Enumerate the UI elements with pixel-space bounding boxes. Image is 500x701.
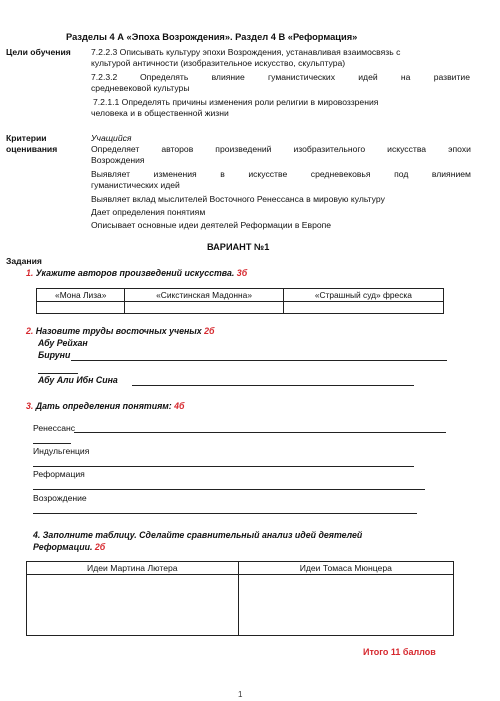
criterion-1-word: изобразительного	[293, 144, 366, 154]
answer-line[interactable]	[38, 373, 78, 374]
answer-line[interactable]	[33, 489, 425, 490]
total-score: Итого 11 баллов	[363, 647, 436, 657]
scholar-name: Абу Рейхан	[38, 338, 88, 348]
criterion-1-word: искусства	[387, 144, 427, 154]
author-answer-cell[interactable]	[283, 302, 443, 314]
criterion-1-word: эпохи	[448, 144, 471, 154]
answer-line[interactable]	[71, 360, 447, 361]
task-2-number: 2.	[26, 326, 34, 336]
scholar-name: Абу Али Ибн Сина	[38, 375, 118, 385]
goal-2-word: развитие	[433, 72, 470, 82]
task-1-points: 3б	[236, 268, 248, 278]
criterion-5: Описывает основные идеи деятелей Реформации в Европе	[91, 220, 332, 230]
criterion-1-word: произведений	[215, 144, 272, 154]
table-row	[27, 575, 454, 636]
answer-line[interactable]	[74, 432, 446, 433]
table-row	[37, 302, 444, 314]
criteria-label-line-1: Критерии	[6, 133, 47, 143]
criterion-2-word: влиянием	[431, 169, 471, 179]
term-label: Возрождение	[33, 493, 87, 503]
artworks-table	[36, 288, 444, 314]
column-header: Идеи Мартина Лютера	[27, 562, 239, 575]
criterion-2-word: искусстве	[248, 169, 288, 179]
criteria-subtitle: Учащийся	[91, 133, 132, 143]
task-1-heading	[26, 268, 247, 278]
criterion-3: Выявляет вклад мыслителей Восточного Ренессанса в мировую культуру	[91, 194, 385, 204]
table-row	[37, 289, 444, 302]
answer-line[interactable]	[132, 385, 414, 386]
goal-2-line-1	[140, 72, 470, 82]
criterion-2-line-2: гуманистических идей	[91, 180, 180, 190]
column-header: Идеи Томаса Мюнцера	[238, 562, 453, 575]
goal-2-word: на	[400, 72, 411, 82]
criterion-4: Дает определения понятиям	[91, 207, 206, 217]
term-label: Индульгенция	[33, 446, 90, 456]
goals-label: Цели обучения	[6, 47, 71, 57]
task-2-heading	[26, 326, 215, 336]
task-2-text: Назовите труды восточных ученых	[35, 326, 202, 336]
task-1-number: 1.	[26, 268, 34, 278]
term-label: Ренессанс	[33, 423, 76, 433]
criteria-label-line-2: оценивания	[6, 144, 58, 154]
criterion-1-word: Определяет	[91, 144, 140, 154]
criterion-2-word: в	[220, 169, 225, 179]
task-3-points: 4б	[174, 401, 185, 411]
artwork-cell: «Сикстинская Мадонна»	[125, 289, 283, 302]
goal-3-line-1: 7.2.1.1 Определять причины изменения роли религии в мировоззрения	[93, 97, 379, 107]
goal-1-line-2: культурой античности (изобразительное искусство, скульптура)	[91, 58, 346, 68]
author-answer-cell[interactable]	[37, 302, 125, 314]
criterion-2-word: изменения	[153, 169, 197, 179]
task-3-number: 3.	[26, 401, 34, 411]
criterion-1-line-2: Возрождения	[91, 155, 145, 165]
answer-line[interactable]	[33, 443, 71, 444]
scholar-name: Бируни	[38, 350, 71, 360]
criterion-1-line-1	[91, 144, 471, 154]
answer-cell[interactable]	[27, 575, 239, 636]
artwork-cell: «Страшный суд» фреска	[283, 289, 443, 302]
author-answer-cell[interactable]	[125, 302, 283, 314]
goal-2-line-2: средневековой культуры	[91, 83, 190, 93]
task-4-text-line-2	[33, 542, 105, 552]
answer-cell[interactable]	[238, 575, 453, 636]
goal-2-word: гуманистических	[267, 72, 335, 82]
goal-2-word: идей	[358, 72, 378, 82]
task-1-text: Укажите авторов произведений искусства.	[35, 268, 235, 278]
goal-2-word: Определять	[140, 72, 189, 82]
page-title: Разделы 4 А «Эпоха Возрождения». Раздел 4 В «Реформация»	[66, 32, 358, 42]
goal-2-number: 7.2.3.2	[91, 72, 118, 82]
variant-heading: ВАРИАНТ №1	[207, 242, 270, 252]
criterion-2-word: Выявляет	[91, 169, 131, 179]
criterion-2-line-1	[91, 169, 471, 179]
goal-1-line-1: 7.2.2.3 Описывать культуру эпохи Возрождения, устанавливая взаимосвязь с	[91, 47, 401, 57]
tasks-label: Задания	[6, 256, 42, 266]
task-2-points: 2б	[204, 326, 215, 336]
task-4-text-line-1: 4. Заполните таблицу. Сделайте сравнительный анализ идей деятелей	[33, 530, 363, 540]
comparison-table	[26, 561, 454, 636]
table-row	[27, 562, 454, 575]
answer-line[interactable]	[33, 466, 414, 467]
criterion-2-word: средневековья	[310, 169, 371, 179]
goal-2-word: влияние	[211, 72, 245, 82]
goal-3-line-2: человека и в общественной жизни	[91, 108, 229, 118]
task-3-heading	[26, 401, 185, 411]
task-4-points: 2б	[94, 542, 106, 552]
term-label: Реформация	[33, 469, 85, 479]
criterion-1-word: авторов	[161, 144, 194, 154]
page-number: 1	[238, 690, 243, 699]
criterion-2-word: под	[394, 169, 409, 179]
answer-line[interactable]	[33, 513, 417, 514]
task-3-text: Дать определения понятиям:	[35, 401, 172, 411]
artwork-cell: «Мона Лиза»	[37, 289, 125, 302]
task-4-text: Реформации.	[33, 542, 93, 552]
